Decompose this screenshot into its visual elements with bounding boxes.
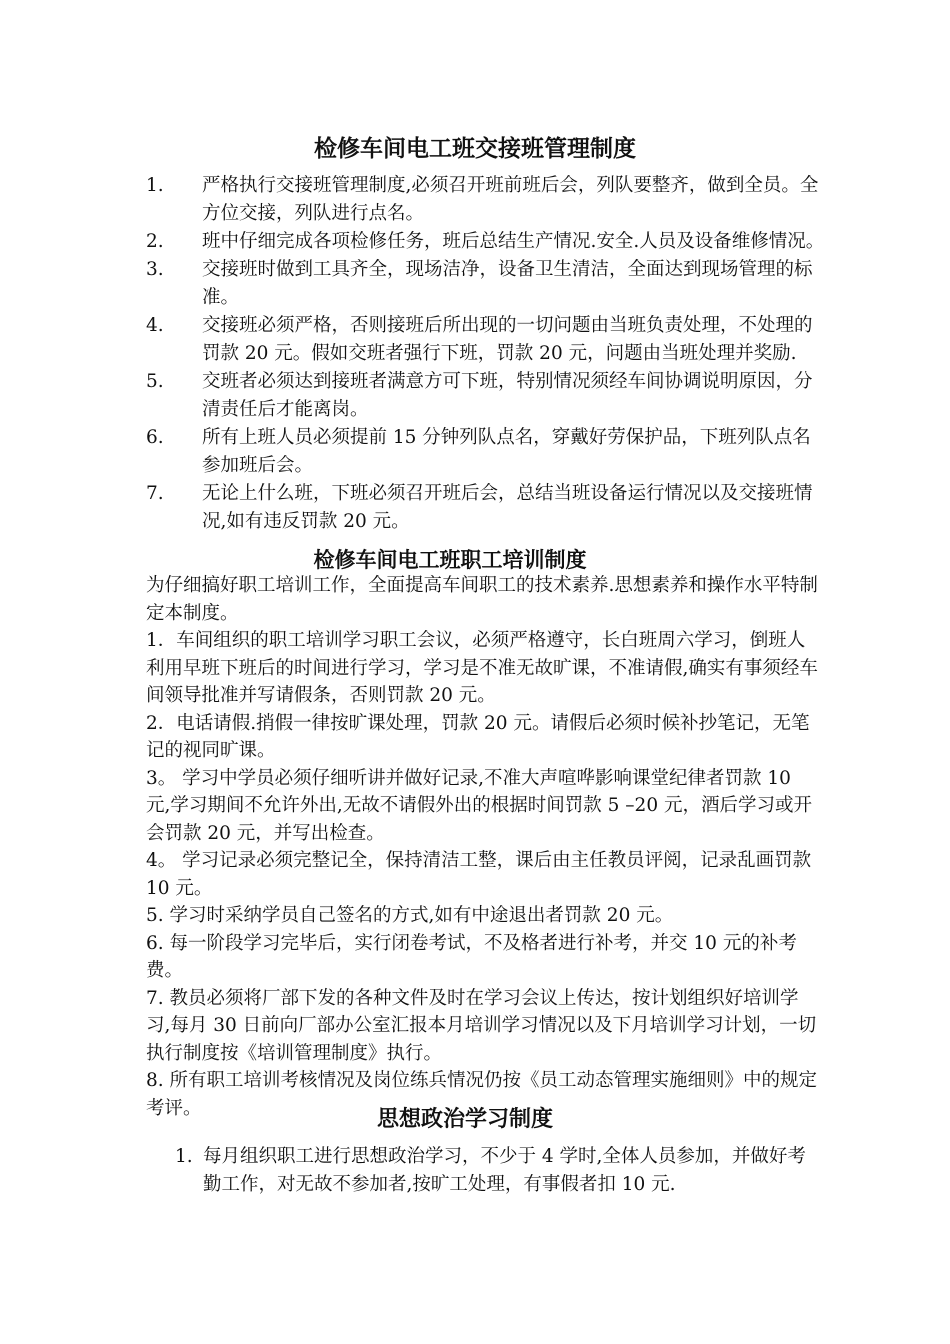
paragraph: 1．车间组织的职工培训学习职工会议，必须严格遵守，长白班周六学习，倒班人利用早班下班后的时间进行学习，学习是不准无故旷课，不准请假,确实有事须经车间领导批准并写请假条，否则罚款 20 元。 [146, 630, 818, 706]
item-number: 1. [146, 175, 164, 196]
list-item [146, 256, 826, 312]
paragraph: 8. 所有职工培训考核情况及岗位练兵情况仍按《员工动态管理实施细则》中的规定考评。 [146, 1070, 818, 1119]
paragraph: 7. 教员必须将厂部下发的各种文件及时在学习会议上传达，按计划组织好培训学习,每月 30 日前向厂部办公室汇报本月培训学习情况以及下月培训学习计划，一切执行制度按《培训管理制度》执行。 [146, 987, 817, 1064]
item-text: 每月组织职工进行思想政治学习，不少于 4 学时,全体人员参加，并做好考勤工作，对无故不参加者,按旷工处理，有事假者扣 10 元. [203, 1146, 806, 1195]
list-item [146, 172, 826, 228]
list-item [146, 228, 826, 256]
paragraph: 6. 每一阶段学习完毕后，实行闭卷考试，不及格者进行补考，并交 10 元的补考费。 [146, 932, 797, 981]
list-item [146, 368, 826, 424]
item-number: 4. [146, 315, 164, 336]
item-number: 6. [146, 427, 164, 448]
item-number: 1. [175, 1146, 193, 1167]
item-text: 严格执行交接班管理制度,必须召开班前班后会，列队要整齐，做到全员。全方位交接，列队进行点名。 [202, 175, 819, 224]
item-number: 5. [146, 371, 164, 392]
item-text: 无论上什么班，下班必须召开班后会，总结当班设备运行情况以及交接班情况,如有违反罚款 20 元。 [202, 483, 813, 532]
paragraph: 为仔细搞好职工培训工作，全面提高车间职工的技术素养.思想素养和操作水平特制定本制度。 [146, 575, 818, 624]
paragraph: 5. 学习时采纳学员自己签名的方式,如有中途退出者罚款 20 元。 [146, 905, 674, 926]
item-text: 交接班时做到工具齐全，现场洁净，设备卫生清洁，全面达到现场管理的标准。 [202, 259, 813, 308]
item-number: 3. [146, 259, 164, 280]
political-study-list [175, 1143, 815, 1199]
list-item [146, 312, 826, 368]
list-item [175, 1143, 815, 1199]
training-rules-body [146, 572, 818, 1122]
section-title-shift-handover: 检修车间电工班交接班管理制度 [314, 135, 636, 162]
paragraph: 4。 学习记录必须完整记全，保持清洁工整，课后由主任教员评阅，记录乱画罚款 10 元。 [146, 850, 812, 899]
item-text: 交班者必须达到接班者满意方可下班，特别情况须经车间协调说明原因，分清责任后才能离岗。 [202, 371, 813, 420]
item-number: 7. [146, 483, 164, 504]
item-text: 班中仔细完成各项检修任务，班后总结生产情况.安全.人员及设备维修情况。 [202, 231, 825, 252]
section-title-political-study: 思想政治学习制度 [376, 1106, 553, 1132]
item-text: 所有上班人员必须提前 15 分钟列队点名，穿戴好劳保护品，下班列队点名参加班后会。 [202, 427, 811, 476]
paragraph: 3。 学习中学员必须仔细听讲并做好记录,不准大声喧哗影响课堂纪律者罚款 10 元,学习期间不允许外出,无故不请假外出的根据时间罚款 5 –20 元，酒后学习或开会罚款 20 元，并写出检查。 [146, 767, 812, 844]
item-text: 交接班必须严格，否则接班后所出现的一切问题由当班负责处理，不处理的罚款 20 元。假如交班者强行下班，罚款 20 元，问题由当班处理并奖励. [202, 315, 813, 364]
list-item [146, 424, 826, 480]
item-number: 2. [146, 231, 164, 252]
list-item [146, 480, 826, 536]
paragraph: 2．电话请假.捎假一律按旷课处理，罚款 20 元。请假后必须时候补抄笔记，无笔记的视同旷课。 [146, 712, 810, 761]
section-title-staff-training: 检修车间电工班职工培训制度 [313, 547, 587, 572]
handover-rules-list [146, 172, 826, 536]
